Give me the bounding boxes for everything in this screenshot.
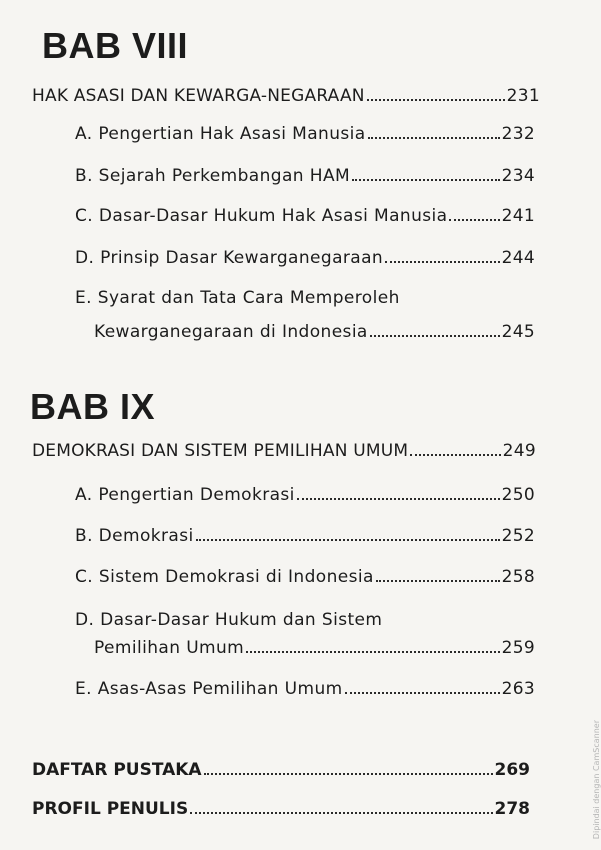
toc-item-label: C. Sistem Demokrasi di Indonesia [75,567,374,587]
dot-leader [352,179,500,181]
toc-page-number: 278 [494,799,530,819]
dot-leader [370,335,500,337]
toc-item[interactable] [94,322,535,342]
toc-page-number: 234 [501,166,535,186]
toc-page-number: 231 [506,86,540,106]
toc-page-number: 252 [501,526,535,546]
dot-leader [376,580,500,582]
chapter-heading-bab-viii: BAB VIII [42,25,189,66]
toc-item-label: B. Sejarah Perkembangan HAM [75,166,351,186]
scanner-watermark: Dipindai dengan CamScanner [592,720,601,840]
toc-page-number: 249 [502,441,536,461]
toc-page-number: 232 [501,124,535,144]
chapter-heading-bab-ix: BAB IX [30,386,156,427]
toc-item[interactable] [75,166,535,186]
toc-item-label: D. Prinsip Dasar Kewarganegaraan [75,248,384,268]
dot-leader [385,261,500,263]
toc-page-number: 269 [494,760,530,780]
toc-page-number: 244 [501,248,535,268]
toc-item[interactable] [75,567,535,587]
toc-profil-penulis[interactable] [32,799,530,819]
toc-chapter-title: HAK ASASI DAN KEWARGA-NEGARAAN [32,86,365,106]
toc-chapter-demokrasi[interactable] [32,441,536,461]
toc-item-label-continued: Pemilihan Umum [94,638,245,658]
toc-item[interactable] [75,248,535,268]
dot-leader [204,773,493,775]
toc-item[interactable] [75,124,535,144]
toc-page-number: 241 [501,206,535,226]
dot-leader [410,454,500,456]
toc-item[interactable] [94,638,535,658]
dot-leader [190,812,492,814]
toc-item-label: A. Pengertian Demokrasi [75,485,295,505]
toc-page-number: 250 [501,485,535,505]
toc-item-label: D. Dasar-Dasar Hukum dan Sistem [75,610,383,630]
toc-item[interactable] [75,679,535,699]
toc-item-label: DAFTAR PUSTAKA [32,760,202,780]
toc-item-label: A. Pengertian Hak Asasi Manusia [75,124,366,144]
toc-page-number: 245 [501,322,535,342]
toc-item[interactable] [75,526,535,546]
toc-daftar-pustaka[interactable] [32,760,530,780]
dot-leader [246,651,499,653]
toc-page-number: 263 [501,679,535,699]
dot-leader [345,692,500,694]
dot-leader [367,99,505,101]
toc-chapter-hak-asasi[interactable] [32,86,540,106]
toc-item-label: E. Syarat dan Tata Cara Memperoleh [75,288,400,308]
toc-item[interactable] [75,485,535,505]
dot-leader [368,137,500,139]
dot-leader [196,539,500,541]
toc-item-label: C. Dasar-Dasar Hukum Hak Asasi Manusia [75,206,448,226]
toc-item-label: PROFIL PENULIS [32,799,189,819]
dot-leader [297,498,500,500]
toc-chapter-title: DEMOKRASI DAN SISTEM PEMILIHAN UMUM [32,441,409,461]
toc-item[interactable] [75,206,535,226]
toc-page-number: 258 [501,567,535,587]
toc-item-label: E. Asas-Asas Pemilihan Umum [75,679,343,699]
toc-item-label: B. Demokrasi [75,526,194,546]
dot-leader [449,219,499,221]
toc-page-number: 259 [501,638,535,658]
toc-item-label-continued: Kewarganegaraan di Indonesia [94,322,368,342]
